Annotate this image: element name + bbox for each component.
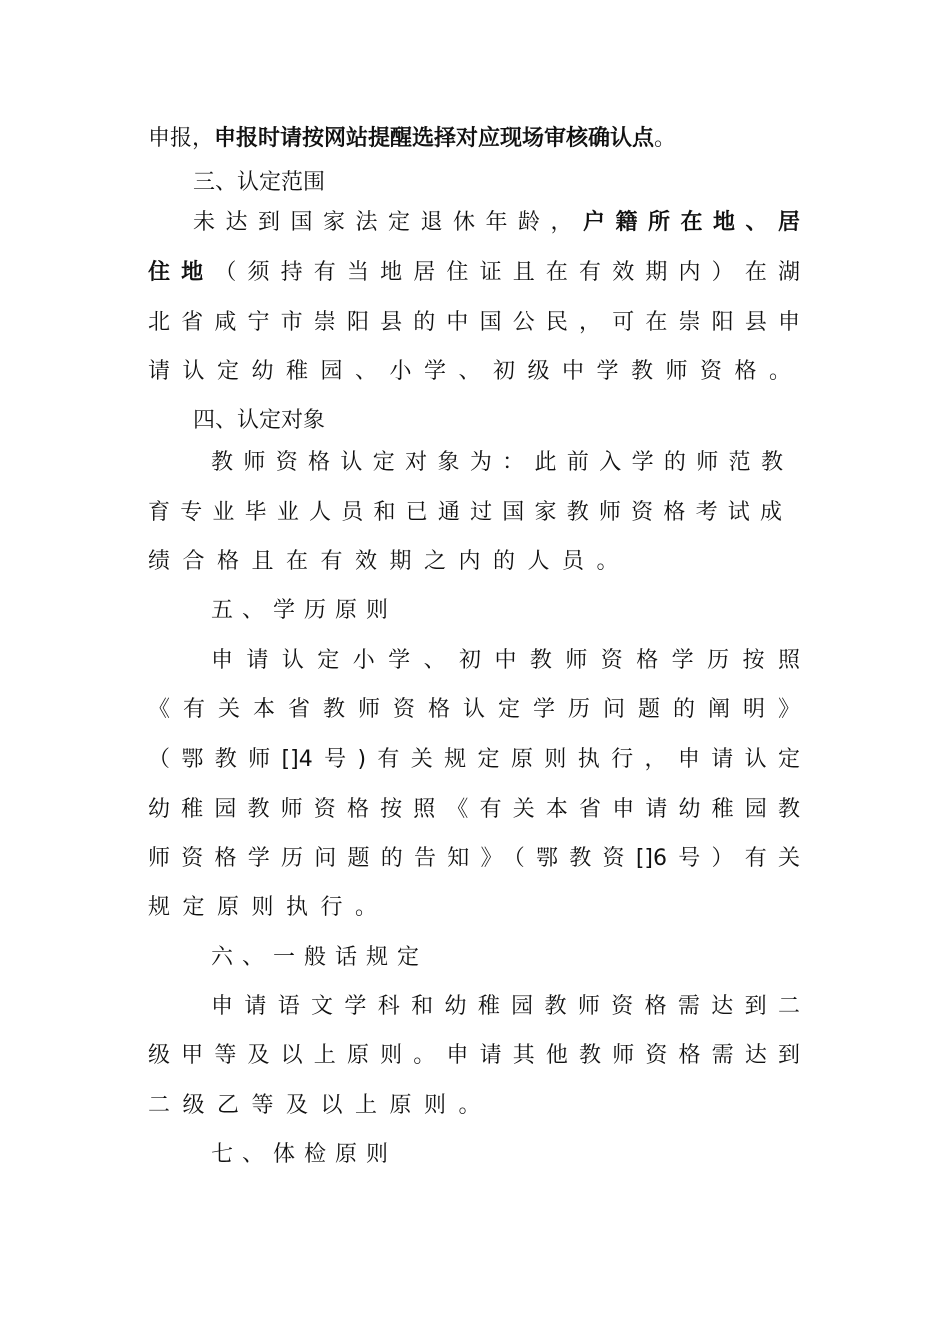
- scope-line-1: [193, 208, 800, 238]
- target-line-2: 育专业毕业人员和已通过国家教师资格考试成: [148, 500, 782, 525]
- bold-text: 申报时请按网站提醒选择对应现场审核确认点: [214, 126, 655, 151]
- scope-line-3: 北省咸宁市崇阳县的中国公民，可在崇阳县申: [148, 310, 800, 335]
- text-span: 申报，: [148, 126, 215, 151]
- heading-scope: 三、认定范围: [193, 170, 326, 195]
- target-line-3: 绩合格且在有效期之内的人员。: [148, 549, 632, 574]
- mandarin-line-2: 级甲等及以上原则。申请其他教师资格需达到: [148, 1043, 800, 1068]
- education-line-1: 申请认定小学、初中教师资格学历按照: [211, 648, 800, 673]
- bold-text: 户籍所在地、居: [582, 210, 800, 235]
- mandarin-line-3: 二级乙等及以上原则。: [148, 1093, 494, 1118]
- education-line-5: 师资格学历问题的告知》（鄂教资[]6号）有关: [148, 846, 800, 871]
- text-span: （须持有当地居住证且在有效期内）在湖: [214, 260, 800, 285]
- education-line-3: （鄂教师[]4号)有关规定原则执行，申请认定: [148, 747, 800, 772]
- scope-line-4: 请认定幼稚园、小学、初级中学教师资格。: [148, 359, 804, 384]
- text-span: 。: [654, 126, 677, 151]
- scope-line-2: [148, 258, 800, 288]
- heading-education: 五、学历原则: [211, 598, 398, 623]
- education-line-2: 《有关本省教师资格认定学历问题的阐明》: [148, 697, 800, 722]
- heading-mandarin: 六、一般话规定: [211, 945, 429, 970]
- heading-target: 四、认定对象: [193, 408, 326, 433]
- paragraph-continuation: [148, 124, 800, 154]
- mandarin-line-1: 申请语文学科和幼稚园教师资格需达到二: [211, 994, 800, 1019]
- target-line-1: 教师资格认定对象为：此前入学的师范教: [211, 450, 783, 475]
- education-line-6: 规定原则执行。: [148, 895, 390, 920]
- education-line-4: 幼稚园教师资格按照《有关本省申请幼稚园教: [148, 797, 800, 822]
- text-span: 未达到国家法定退休年龄，: [193, 210, 583, 235]
- bold-text: 住地: [148, 260, 215, 285]
- heading-health-check: 七、体检原则: [211, 1142, 398, 1167]
